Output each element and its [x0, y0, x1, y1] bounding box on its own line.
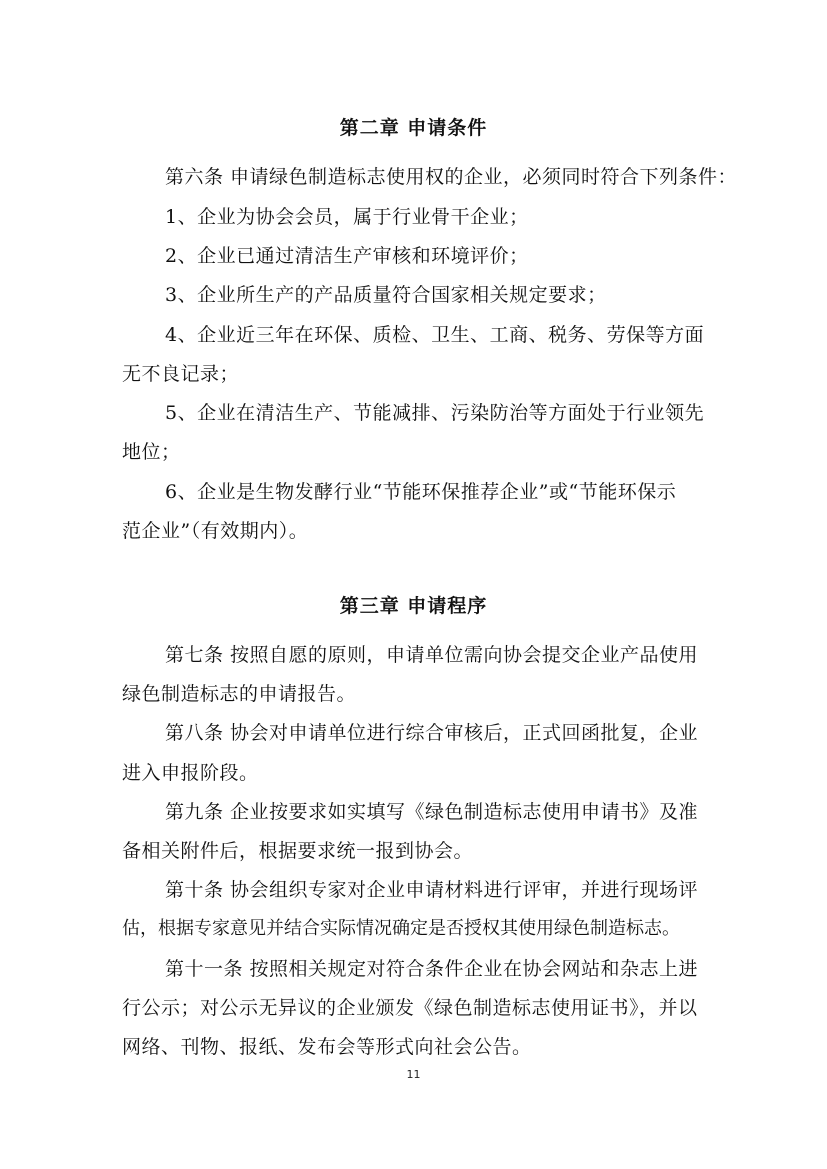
condition-5-line-2: 地位； [122, 441, 181, 463]
page-number: 11 [406, 1068, 421, 1081]
condition-6-line-2: 范企业”（有效期内）。 [122, 520, 309, 542]
condition-4-line-2: 无不良记录； [122, 363, 240, 385]
condition-3: 3、企业所生产的产品质量符合国家相关规定要求； [165, 284, 607, 306]
article-9-line-1: 第九条 企业按要求如实填写《绿色制造标志使用申请书》及准 [165, 801, 699, 823]
condition-6-line-1: 6、企业是生物发酵行业“节能环保推荐企业”或“节能环保示 [165, 481, 677, 503]
article-6-line-1: 第六条 申请绿色制造标志使用权的企业，必须同时符合下列条件： [165, 166, 738, 188]
article-9-line-2: 备相关附件后，根据要求统一报到协会。 [122, 840, 474, 862]
article-11-line-3: 网络、刊物、报纸、发布会等形式向社会公告。 [122, 1036, 532, 1058]
chapter-2-heading: 第二章 申请条件 [339, 117, 488, 139]
condition-4-line-1: 4、企业近三年在环保、质检、卫生、工商、税务、劳保等方面 [165, 324, 705, 346]
condition-1: 1、企业为协会会员，属于行业骨干企业； [165, 206, 529, 228]
article-7-line-2: 绿色制造标志的申请报告。 [122, 683, 357, 705]
chapter-3-heading: 第三章 申请程序 [339, 595, 488, 617]
article-10-line-2: 估，根据专家意见并结合实际情况确定是否授权其使用绿色制造标志。 [122, 918, 680, 939]
article-8-line-1: 第八条 协会对申请单位进行综合审核后，正式回函批复，企业 [165, 722, 699, 744]
article-8-line-2: 进入申报阶段。 [122, 762, 259, 784]
article-10-line-1: 第十条 协会组织专家对企业申请材料进行评审，并进行现场评 [165, 879, 699, 901]
article-7-line-1: 第七条 按照自愿的原则，申请单位需向协会提交企业产品使用 [165, 644, 699, 666]
condition-5-line-1: 5、企业在清洁生产、节能减排、污染防治等方面处于行业领先 [165, 402, 705, 424]
article-11-line-2: 行公示；对公示无异议的企业颁发《绿色制造标志使用证书》，并以 [122, 997, 698, 1019]
condition-2: 2、企业已通过清洁生产审核和环境评价； [165, 245, 529, 267]
article-11-line-1: 第十一条 按照相关规定对符合条件企业在协会网站和杂志上进 [165, 958, 699, 980]
